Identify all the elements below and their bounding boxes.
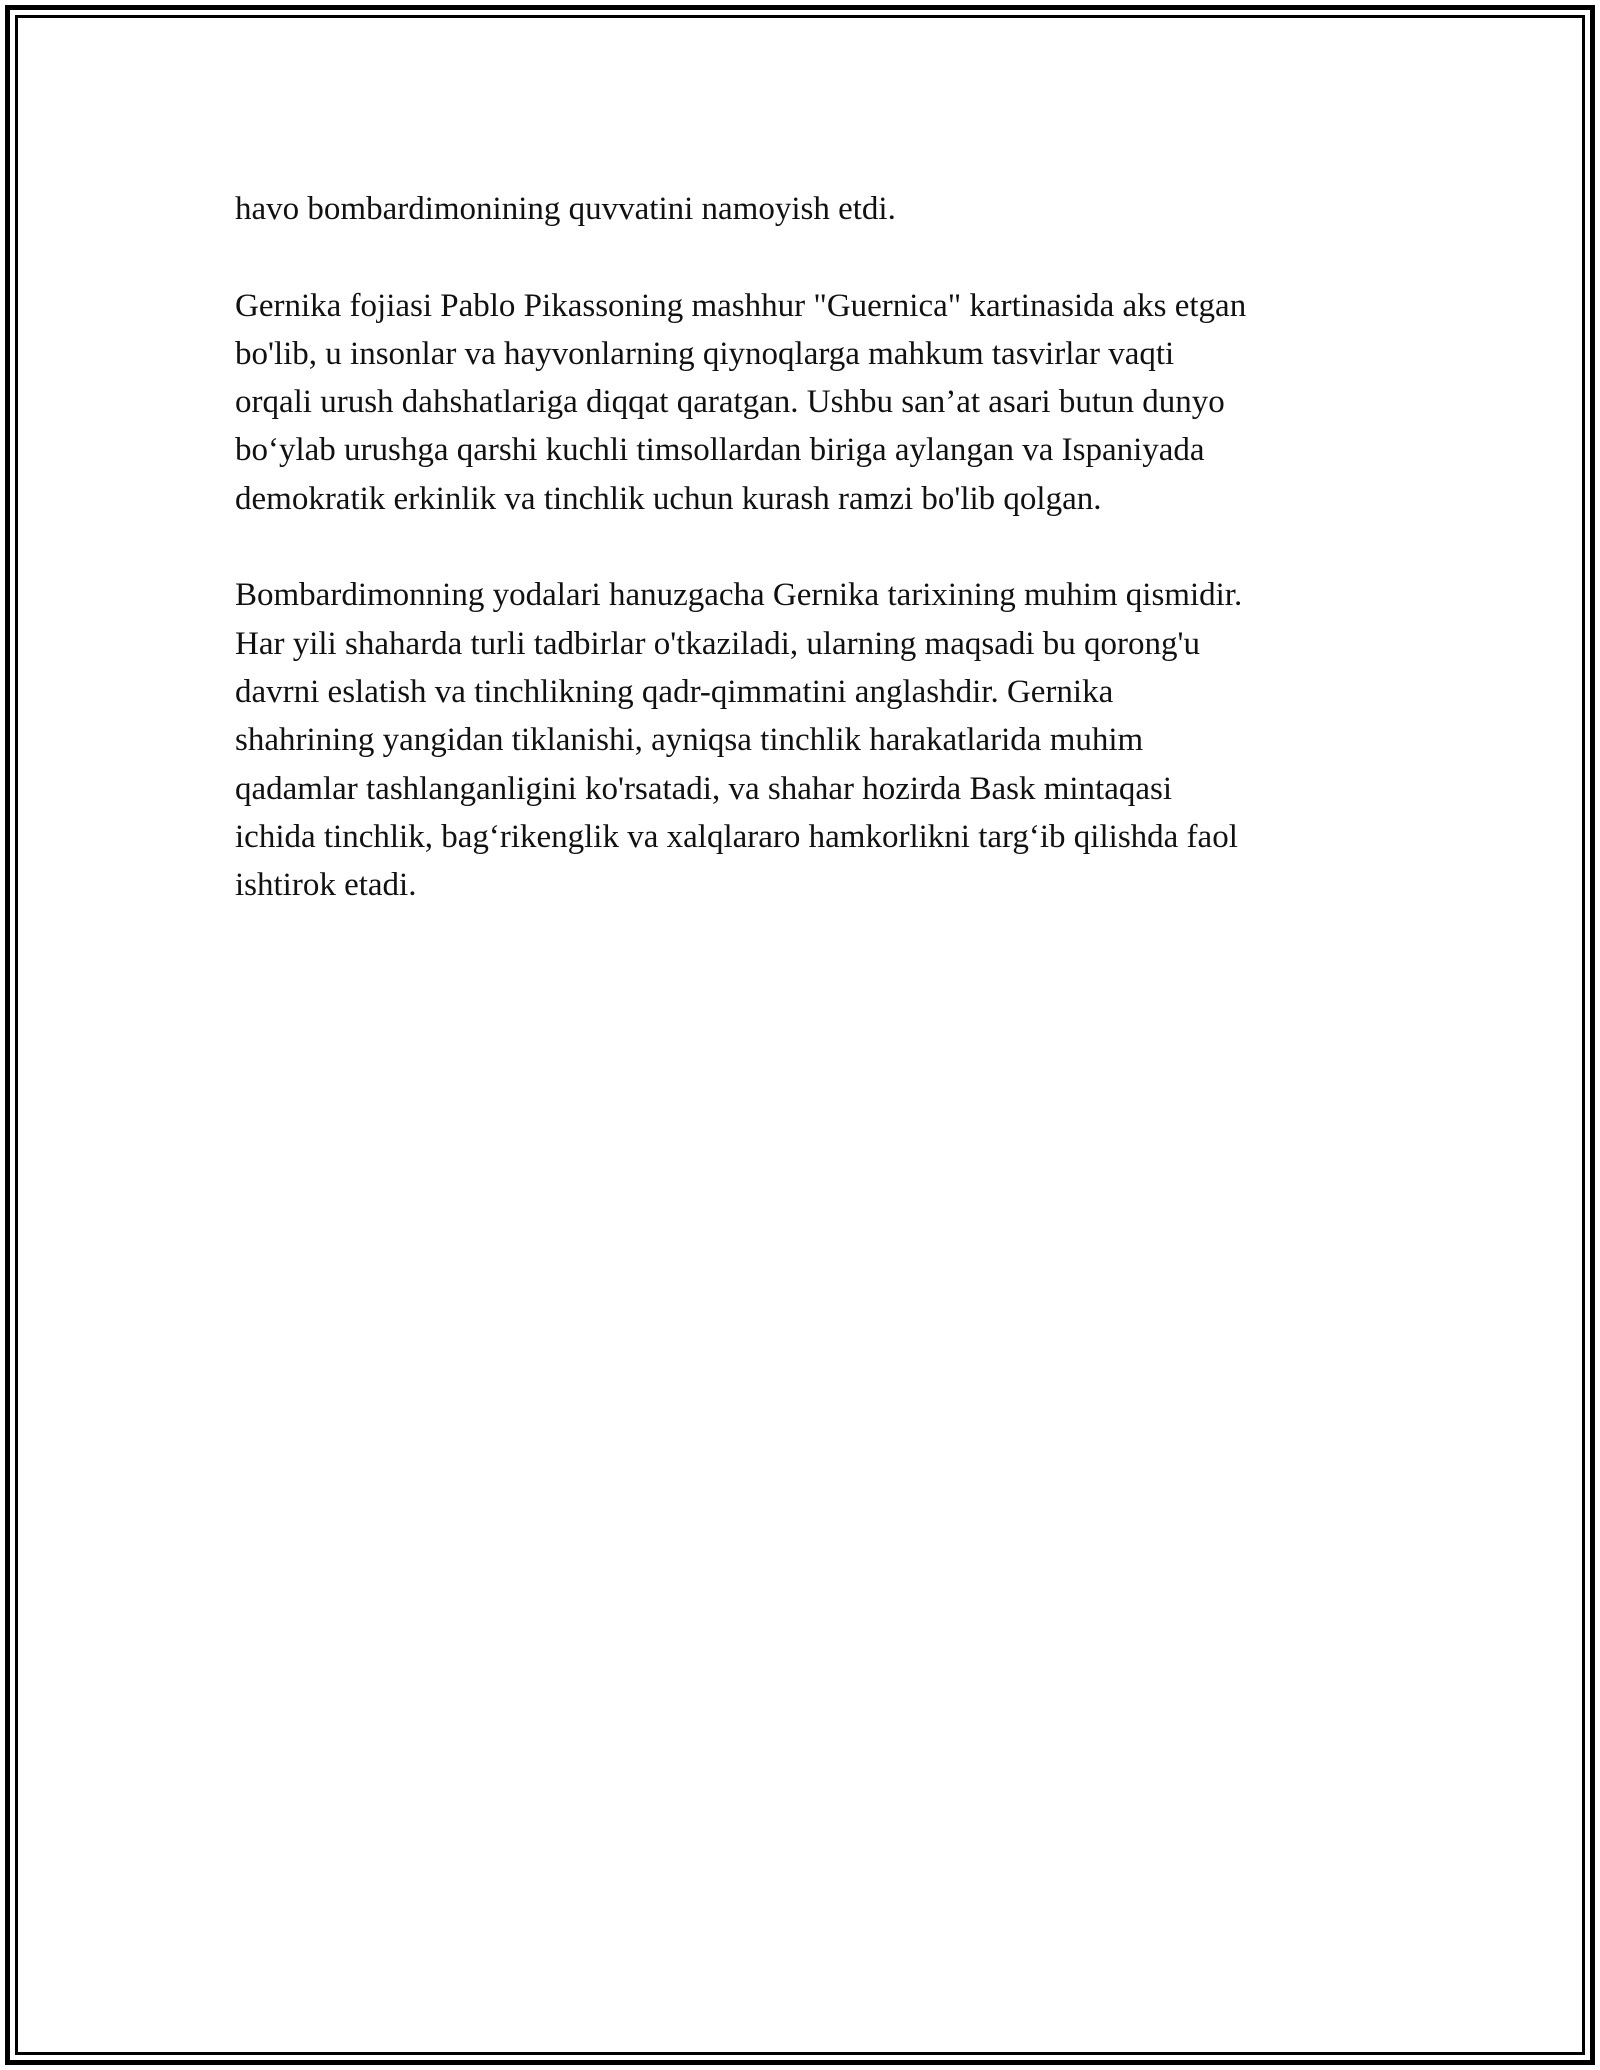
text-line: demokratik erkinlik va tinchlik uchun kurash ramzi bo'lib qolgan. [235, 480, 1102, 517]
text-line: Gernika fojiasi Pablo Pikassoning mashhur "Guernica" kartinasida aks etgan [235, 287, 1247, 324]
text-line: qadamlar tashlanganligini ko'rsatadi, va shahar hozirda Bask mintaqasi [235, 770, 1173, 807]
text-line: shahrining yangidan tiklanishi, ayniqsa tinchlik harakatlarida muhim [235, 722, 1144, 759]
text-line: orqali urush dahshatlariga diqqat qaratgan. Ushbu san’at asari butun dunyo [235, 384, 1225, 421]
text-line: havo bombardimonining quvvatini namoyish etdi. [235, 191, 896, 227]
text-line: bo'lib, u insonlar va hayvonlarning qiynoqlarga mahkum tasvirlar vaqti [235, 335, 1175, 372]
paragraph-3 [235, 571, 1365, 909]
text-line: davrni eslatish va tinchlikning qadr-qimmatini anglashdir. Gernika [235, 673, 1114, 710]
text-line: Har yili shaharda turli tadbirlar o'tkaziladi, ularning maqsadi bu qorong'u [235, 625, 1200, 662]
paragraph-2 [235, 282, 1365, 523]
text-line: ishtirok etadi. [235, 867, 417, 904]
text-line: Bombardimonning yodalari hanuzgacha Gernika tarixining muhim qismidir. [235, 577, 1243, 614]
text-line: ichida tinchlik, bag‘rikenglik va xalqlararo hamkorlikni targ‘ib qilishda faol [235, 818, 1238, 855]
text-line: bo‘ylab urushga qarshi kuchli timsollardan biriga aylangan va Ispaniyada [235, 432, 1205, 469]
paragraph-1 [235, 185, 1365, 233]
document-body [235, 185, 1365, 958]
